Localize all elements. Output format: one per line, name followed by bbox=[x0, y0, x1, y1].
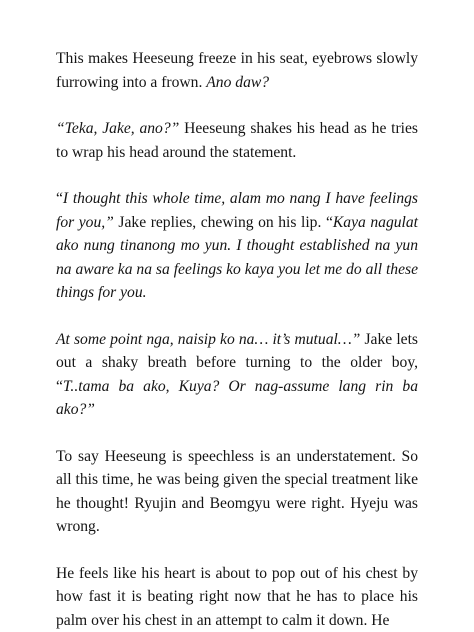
text-run: Heeseung shakes his head as he tries to wrap his head around the statement. bbox=[56, 120, 418, 161]
text-run-italic: Ano daw? bbox=[206, 74, 269, 91]
text-run: Jake replies, chewing on his lip. “ bbox=[114, 214, 333, 231]
paragraph-3 bbox=[56, 187, 418, 305]
text-run: “ bbox=[56, 190, 63, 207]
text-run-italic: At some point nga, naisip ko na… it’s mutual…” bbox=[56, 331, 360, 348]
text-run-italic: I thought this whole time, alam mo nang I have feelings for you,” bbox=[56, 190, 418, 231]
text-run-italic: “Teka, Jake, ano?” bbox=[56, 120, 179, 137]
paragraph-6 bbox=[56, 562, 418, 632]
text-run-italic: Kaya nagulat ako nung tinanong mo yun. I thought established na yun na aware ka na sa feelings ko kaya you let me do all these things for you. bbox=[56, 214, 418, 302]
paragraph-1 bbox=[56, 47, 418, 94]
text-run-italic: T..tama ba ako, Kuya? Or nag-assume lang rin ba ako?” bbox=[56, 378, 418, 419]
paragraph-2 bbox=[56, 117, 418, 164]
text-run: He feels like his heart is about to pop out of his chest by how fast it is beating right now that he has to place his palm over his chest in an attempt to calm it down. He bbox=[56, 565, 418, 629]
paragraph-4 bbox=[56, 328, 418, 422]
text-run: This makes Heeseung freeze in his seat, eyebrows slowly furrowing into a frown. bbox=[56, 50, 418, 91]
text-run: Jake lets out a shaky breath before turning to the older boy, “ bbox=[56, 331, 418, 395]
text-run: To say Heeseung is speechless is an understatement. So all this time, he was being given the special treatment like he thought! Ryujin and Beomgyu were right. Hyeju was wrong. bbox=[56, 448, 418, 536]
paragraph-5 bbox=[56, 445, 418, 539]
document-page bbox=[56, 47, 418, 632]
